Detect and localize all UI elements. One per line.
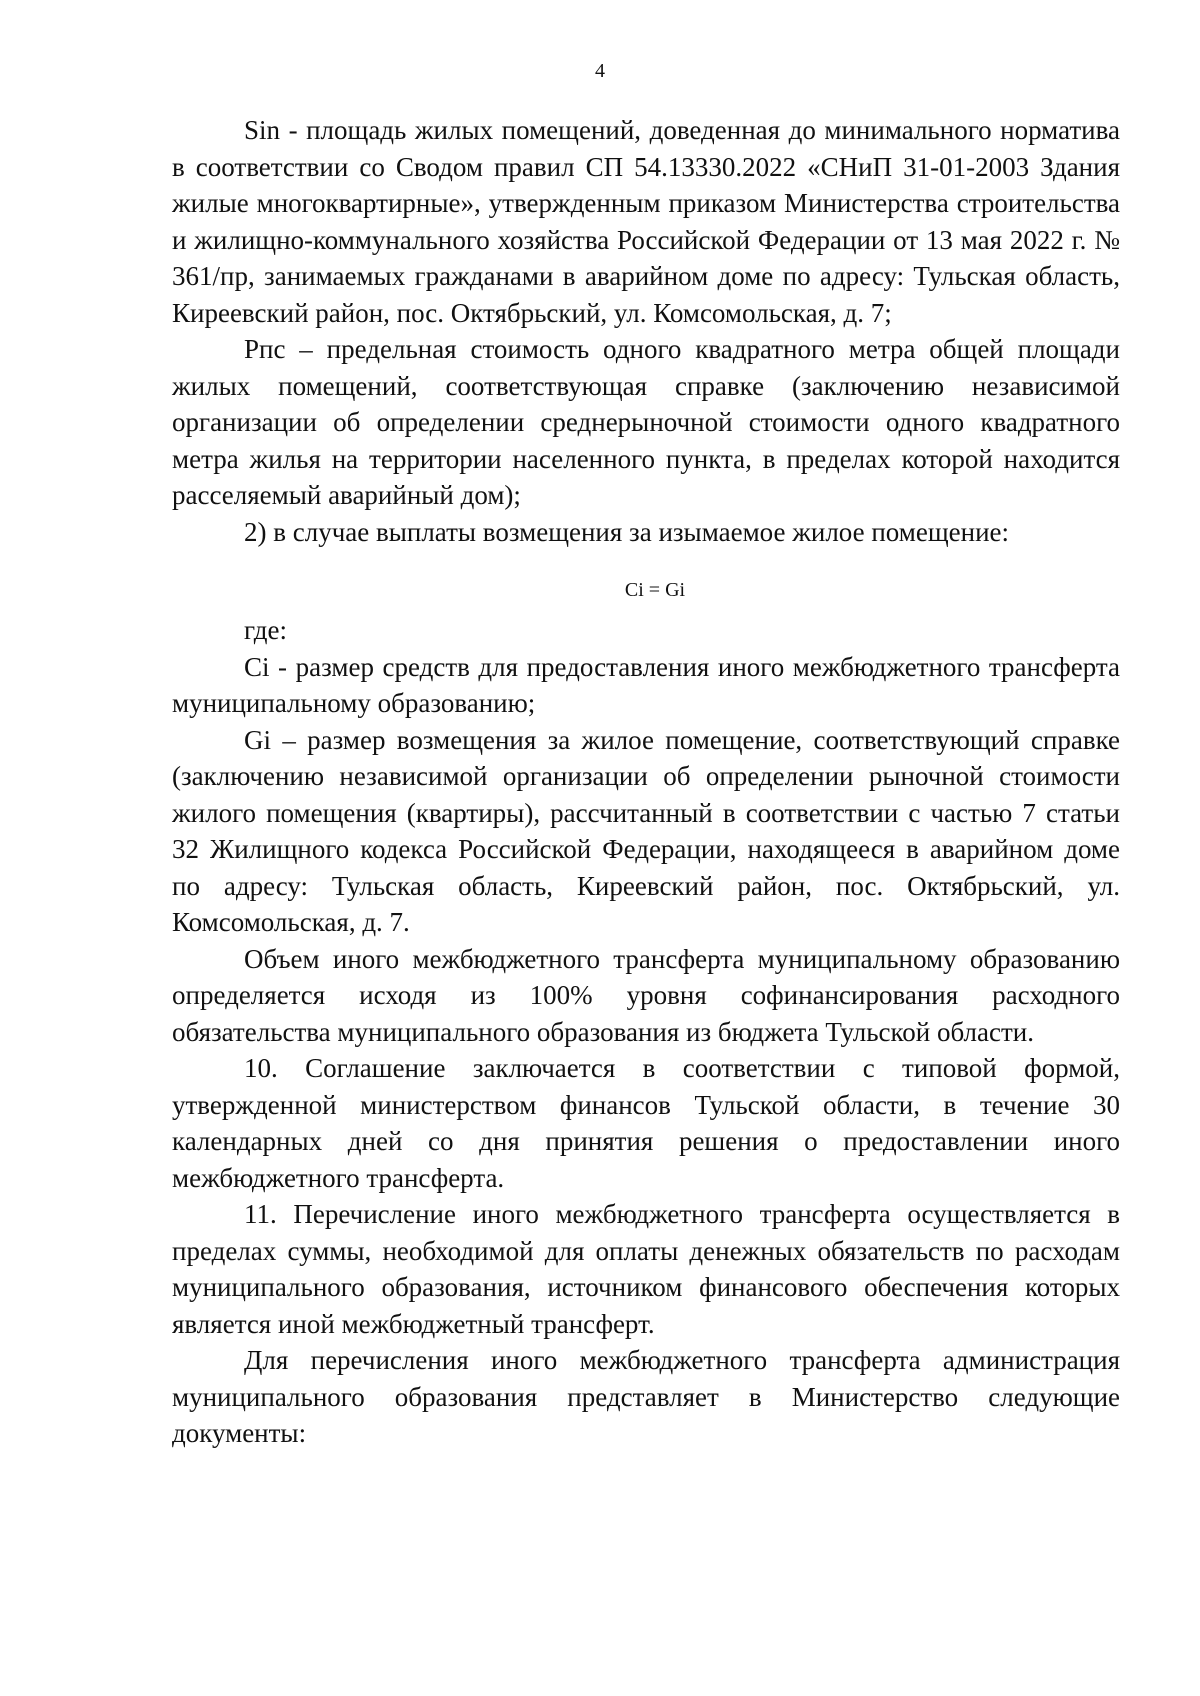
paragraph-item-11: 11. Перечисление иного межбюджетного трансферта осуществляется в пределах суммы, необходимой для оплаты денежных обязательств по расходам муниципального образования, источником финансового обеспечения которых является иной межбюджетный трансферт. [172, 1199, 1120, 1339]
paragraph-transfer-volume: Объем иного межбюджетного трансферта муниципальному образованию определяется исходя из 100% уровня софинансирования расходного обязательства муниципального образования из бюджета Тульской области. [172, 943, 1120, 1047]
where-label: где: [244, 615, 287, 645]
paragraph-item-10: 10. Соглашение заключается в соответствии с типовой формой, утвержденной министерством финансов Тульской области, в течение 30 календарных дней со дня принятия решения о предоставлении иного межбюджетного трансферта. [172, 1053, 1120, 1193]
paragraph-case-2: 2) в случае выплаты возмещения за изымаемое жилое помещение: [244, 516, 1010, 547]
paragraph-gi-definition: Gi – размер возмещения за жилое помещение, соответствующий справке (заключению независимой организации об определении рыночной стоимости жилого помещения (квартиры), рассчитанный в соответствии с частью 7 статьи 32 Жилищного кодекса Российской Федерации, находящееся в аварийном доме по адресу: Тульская область, Киреевский район, пос. Октябрьский, ул. Комсомольская, д. 7. [172, 724, 1120, 937]
paragraph-rps-definition: Рпс – предельная стоимость одного квадратного метра общей площади жилых помещений, соответствующая справке (заключению независимой организации об определении среднерыночной стоимости одного квадратного метра жилья на территории населенного пункта, в пределах которой находится расселяемый аварийный дом); [172, 334, 1120, 510]
page-number: 4 [595, 60, 605, 82]
formula-ci-gi: Ci = Gi [624, 579, 686, 601]
paragraph-documents-intro: Для перечисления иного межбюджетного трансферта администрация муниципального образования представляет в Министерство следующие документы: [172, 1345, 1120, 1448]
paragraph-ci-definition: Ci - размер средств для предоставления иного межбюджетного трансферта муниципальному образованию; [172, 651, 1120, 718]
paragraph-sin-definition: Sin - площадь жилых помещений, доведенная до минимального норматива в соответствии со Сводом правил СП 54.13330.2022 «СНиП 31-01-2003 Здания жилые многоквартирные», утвержденным приказом Министерства строительства и жилищно-коммунального хозяйства Российской Федерации от 13 мая 2022 г. № 361/пр, занимаемых гражданами в аварийном доме по адресу: Тульская область, Киреевский район, пос. Октябрьский, ул. Комсомольская, д. 7; [172, 115, 1120, 328]
document-body [172, 112, 1120, 1452]
